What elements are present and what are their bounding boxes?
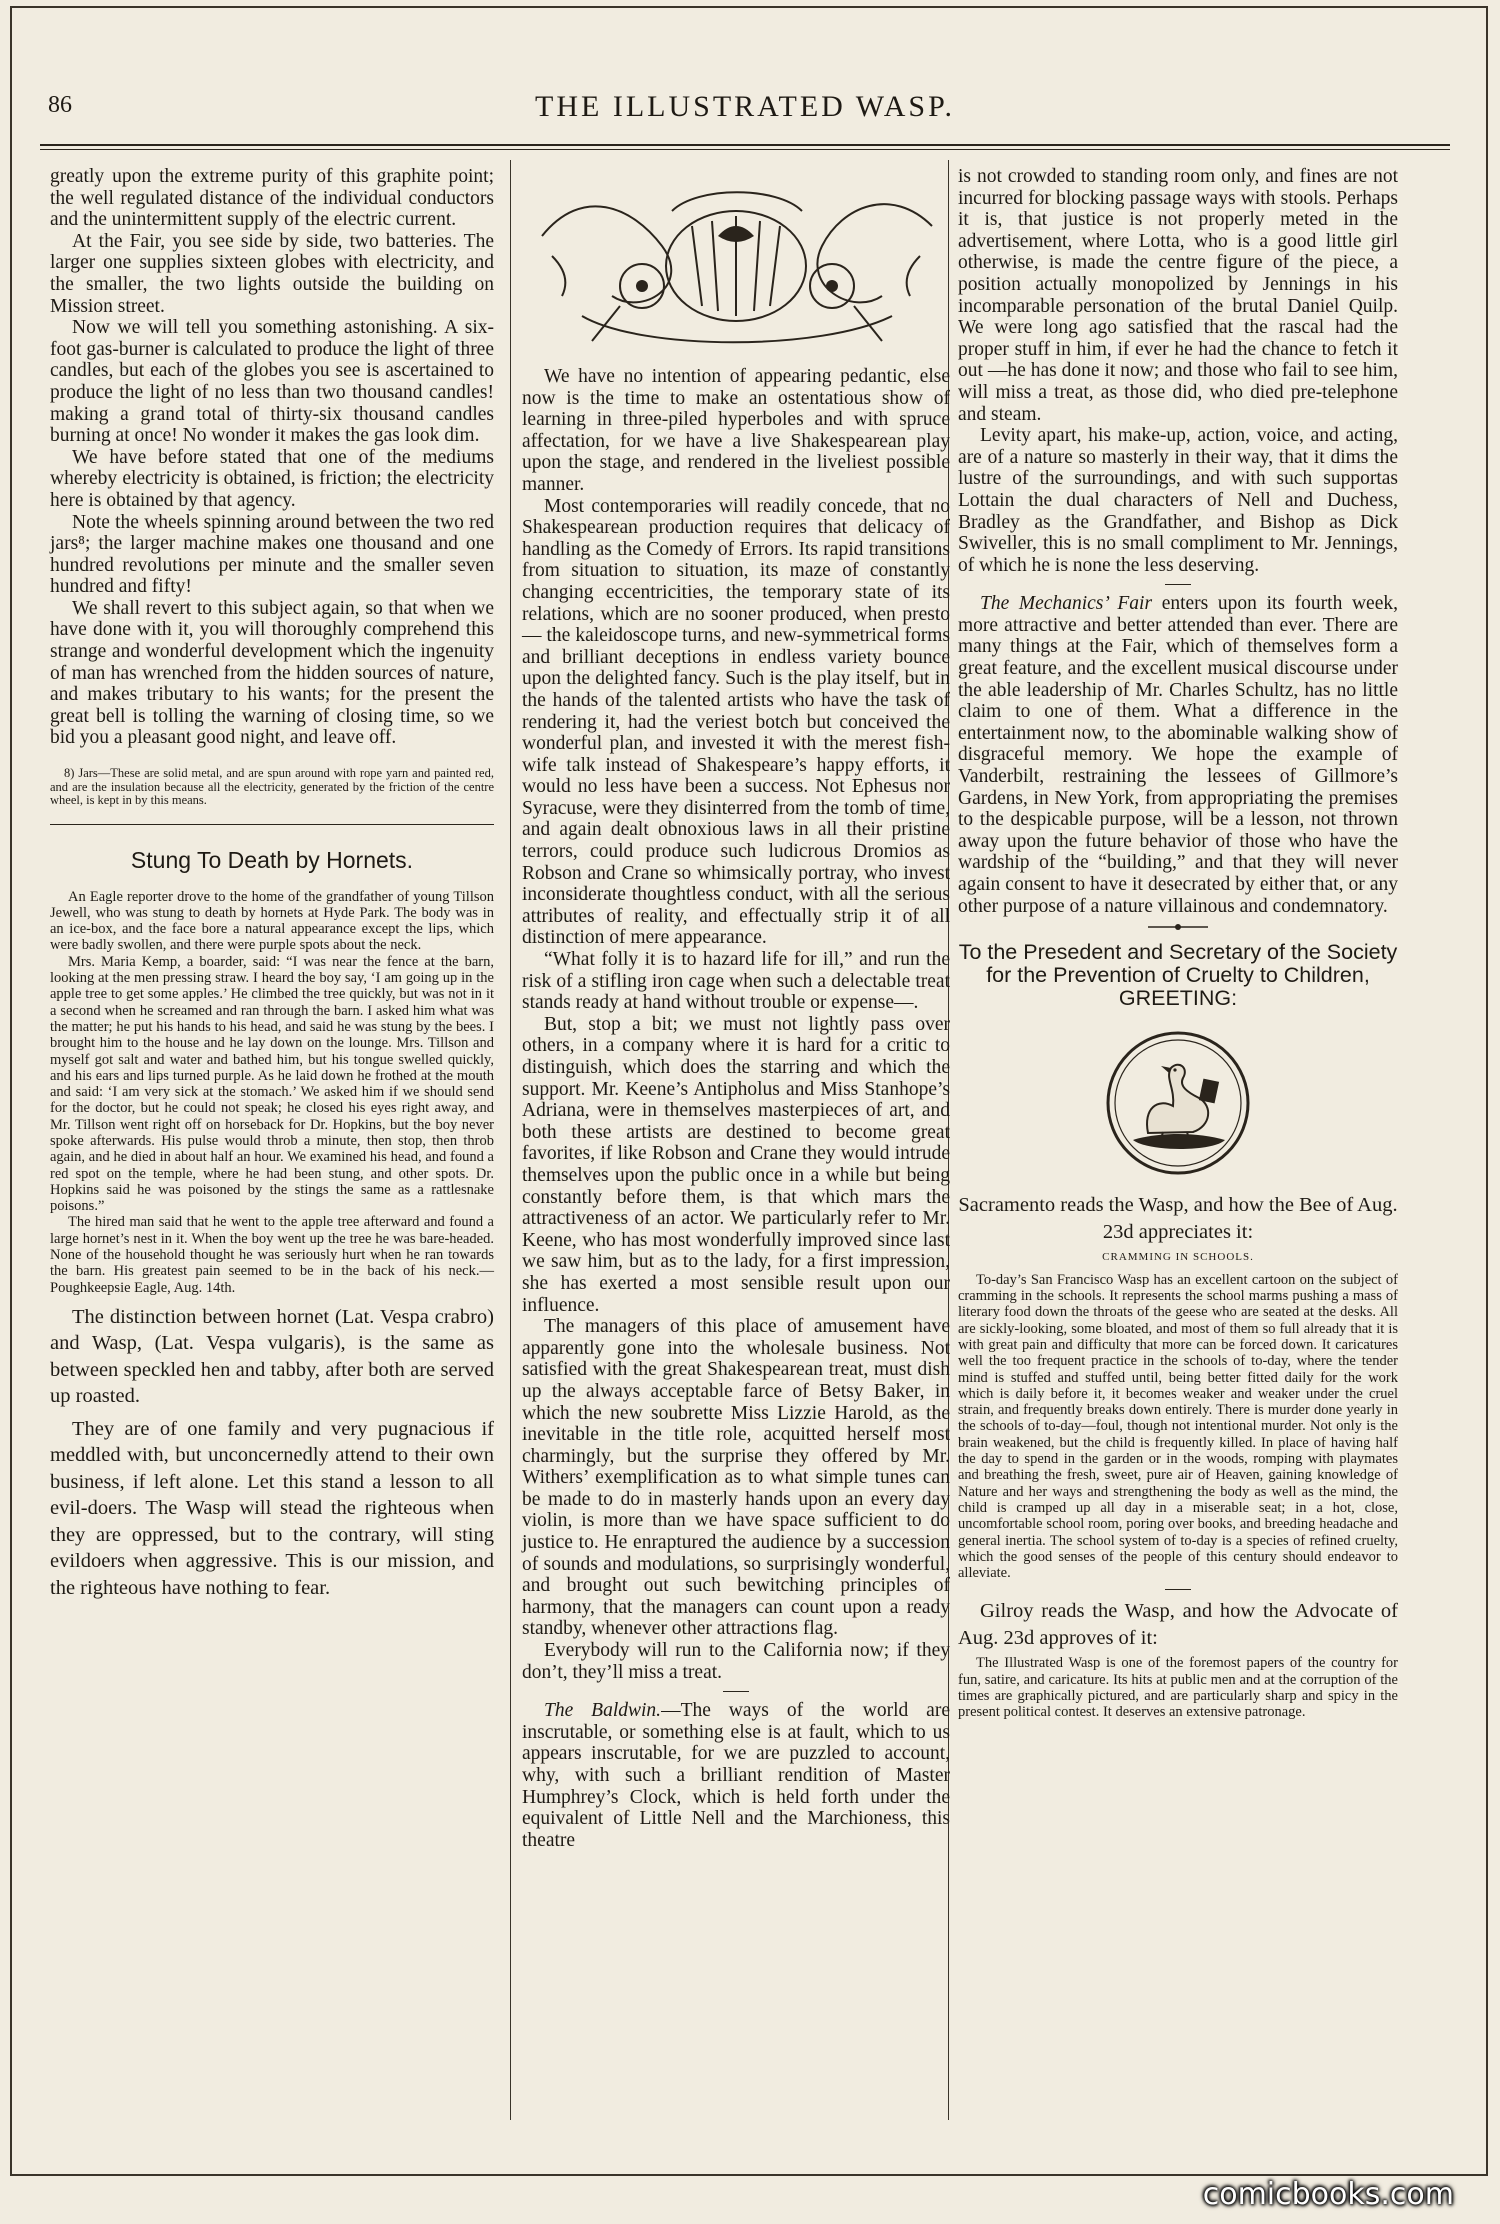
page-number: 86 bbox=[48, 92, 72, 118]
paragraph: Most contemporaries will readily concede, that no Shakespearean production requires that delicacy of handling as the Comedy of Errors. Its rapid transitions from situation to situation, its maze of constantly changing eccentricities, the temporary state of its relations, which are no sooner produced, when presto — the kaleidoscope turns, and new-symmetrical forms and brilliant deceptions in endless variety bounce upon the delighted fancy. Such is the play itself, but in the hands of the talented artists who have the task of rendering it, had the veriest botch but conceived the wonderful plan, and invested it with the merest fish-wife talk instead of Shakespeare’s happy efforts, it would no less have been a success. Not Ephesus nor Syracuse, were they disinterred from the tomb of time, and again dealt obnoxious laws in all their pristine terrors, could produce such ludicrous Dromios as Robson and Crane so whimsically portray, who invest inconsiderate thoughtless conduct, with all the serious attributes of reality, and effectually strip it of all distinction of mere appearance. bbox=[522, 495, 950, 949]
watermark-text: comicbooks.com bbox=[1202, 2177, 1454, 2212]
section-rule bbox=[50, 824, 494, 825]
header-rule-thin bbox=[40, 149, 1450, 150]
paragraph bbox=[958, 593, 1398, 917]
paragraph bbox=[522, 1700, 950, 1851]
paragraph: The Illustrated Wasp is one of the foremost papers of the country for fun, satire, and caricature. Its hits at public men and at the corruption of the times are graphically pictured, and are particularly sharp and spicy in the present political contest. It deserves an extensive patronage. bbox=[958, 1655, 1398, 1721]
paragraph: Note the wheels spinning around between the two red jars⁸; the larger machine makes one thousand and one hundred revolutions per minute and the smaller seven hundred and fifty! bbox=[50, 511, 494, 598]
subheading: CRAMMING IN SCHOOLS. bbox=[1102, 1251, 1254, 1264]
paragraph-text: —The ways of the world are inscrutable, or something else is at fault, which to us appears inscrutable, for we are puzzled to account, why, with such a brilliant rendition of Master Humphrey’s Clock, which is held forth under the equivalent of Little Nell and the Marchioness, this theatre bbox=[522, 1700, 950, 1851]
article-title: Stung To Death by Hornets. bbox=[130, 846, 414, 873]
paragraph: Sacramento reads the Wasp, and how the Bee of Aug. 23d appreciates it: bbox=[958, 1194, 1398, 1243]
divider-dash bbox=[1165, 1589, 1191, 1590]
column-middle bbox=[522, 166, 950, 1851]
page-header bbox=[40, 90, 1450, 130]
column-divider bbox=[510, 160, 511, 2120]
quoted-excerpt bbox=[958, 1655, 1398, 1720]
paragraph: is not crowded to standing room only, and fines are not incurred for blocking passage ways with stools. Perhaps it is, that justice is not properly meted in the advertisement, where Lotta, who is a good little girl otherwise, is made the centre figure of the piece, a position actually monopolized by Jennings in his incomparable personation of the brutal Daniel Quilp. We were long ago satisfied that the rascal had the proper stuff in him, if ever he had the chance to fetch it out —he has done it now; and those who fail to see him, will miss a treat, as those did, who died pre-telephone and steam. bbox=[958, 166, 1398, 425]
divider-dash bbox=[1165, 584, 1191, 585]
paragraph: greatly upon the extreme purity of this graphite point; the well regulated distance of the individual conductors and the unintermittent supply of the electric current. bbox=[50, 166, 494, 231]
quoted-excerpt bbox=[958, 1272, 1398, 1582]
masthead-title: THE ILLUSTRATED WASP. bbox=[535, 90, 955, 123]
paragraph: Gilroy reads the Wasp, and how the Advocate of Aug. 23d approves of it: bbox=[958, 1600, 1398, 1649]
paragraph: We have before stated that one of the mediums whereby electricity is obtained, is friction; the electricity here is obtained by that agency. bbox=[50, 446, 494, 511]
goose-emblem-illustration bbox=[1103, 1028, 1253, 1178]
paragraph: The managers of this place of amusement have apparently gone into the wholesale business. Not satisfied with the great Shakespearean treat, must dish up the always acceptable farce of Betsy Baker, in which the new soubrette Miss Lizzie Harold, as the inevitable in the title role, acquitted herself most charmingly, but the surprise they offered by Mr. Withers’ exemplification as to what simple tunes can be made to do in masterly hands upon an every day violin, is more than we have space sufficient to do justice to. He enraptured the audience by a succession of sounds and modulations, so surprisingly wonderful, and brought out such bewitching principles of harmony, that the managers can count upon a ready standby, whenever other attractions flag. bbox=[522, 1316, 950, 1640]
paragraph: Levity apart, his make-up, action, voice, and acting, are of a nature so masterly in their way, that it dims the lustre of the surroundings, and with such supportas Lottain the dual characters of Nell and Duchess, Bradley as the Grandfather, and Bishop as Dick Swiveller, this is no small compliment to Mr. Jennings, of which he is none the less deserving. bbox=[958, 425, 1398, 576]
paragraph: They are of one family and very pugnacious if meddled with, but unconcernedly attend to their own business, if left alone. Let this stand a lesson to all evil-doers. The Wasp will stead the righteous when they are oppressed, but to the contrary, will sting evildoers when aggressive. This is our mission, and the righteous have nothing to fear. bbox=[50, 1417, 494, 1599]
paragraph: We have no intention of appearing pedantic, else now is the time to make an ostentatious show of learning in three-piled hyperboles and with spruce affectation, for we have a live Shakespearean play upon the stage, and rendered in the liveliest possible manner. bbox=[522, 366, 950, 495]
divider-dash bbox=[723, 1691, 749, 1692]
commentary bbox=[50, 1304, 494, 1602]
paragraph: Mrs. Maria Kemp, a boarder, said: “I was near the fence at the barn, looking at the men pressing straw. I heard the boy say, ‘I am going up in the apple tree to get some apples.’ He climbed the tree quickly, but was not in it a second when he screamed and ran through the barn. I asked him what was the matter; he put his hands to his head, and said he was stung by the bees. I brought him to the house and he lay down on the lounge. Mrs. Tillson and myself got salt and water and bathed him, but his tongue swelled quickly, and his ears and lips turned purple. As he laid down he frothed at the mouth and said: ‘I am very sick at the stomach.’ We asked him if we should send for the doctor, but he could not speak; he closed his eyes right away, and Mr. Tillson went right off on horseback for Dr. Hopkins, but the boy never spoke afterwards. His pulse would throb a minute, then stop, then throb again, and he died in about half an hour. We examined his head, and found a red spot on the temple, where he had been stung, and other spots. Dr. Hopkins said he was poisoned by the stings the same as a rattlesnake poisons.” bbox=[50, 953, 494, 1215]
gilroy-intro bbox=[958, 1598, 1398, 1651]
paragraph: An Eagle reporter drove to the home of the grandfather of young Tillson Jewell, who was stung to death by hornets at Hyde Park. The body was in an ice-box, and the face bore a natural appearance except the lips, which were badly swollen, and there were purple spots about the neck. bbox=[50, 888, 494, 954]
sacramento-intro bbox=[958, 1192, 1398, 1245]
news-excerpt bbox=[50, 889, 494, 1296]
paragraph: But, stop a bit; we must not lightly pass over others, in a company where it is hard for a critic to distinguish, which does the starring and which the support. Mr. Keene’s Antipholus and Miss Stanhope’s Adriana, were in themselves masterpieces of art, and both these artists are destined to become great favorites, if like Robson and Crane they would intrude themselves upon the public once in a while but being constantly before them, is that which mars the attractiveness of an actor. We particularly refer to Mr. Keene, who has most wonderfully improved since last we saw him, but as to the lady, for a first impression, she has exerted a most sensible result upon our influence. bbox=[522, 1013, 950, 1316]
footnote: 8) Jars—These are solid metal, and are spun around with rope yarn and painted red, and are the insulation because all the electricity, generated by the friction of the centre wheel, is kept in by this means. bbox=[50, 766, 494, 808]
paragraph: Now we will tell you something astonishing. A six-foot gas-burner is calculated to produce the light of three candles, but each of the globes you see is ascertained to produce the light of no less than two thousand candles! making a grand total of thirty-six thousand candles burning at once! No wonder it makes the gas look dim. bbox=[50, 317, 494, 447]
paragraph-text: enters upon its fourth week, more attractive and better attended than ever. There are many things at the Fair, which of themselves form a great feature, and the excellent musical discourse under the able leadership of Mr. Charles Schultz, has no little claim to one of them. What a difference in the entertainment now, to the abominable walking show of disgraceful memory. We hope the example of Vanderbilt, restraining the lessees of Gillmore’s Gardens, in New York, from appropriating the premises to the despicable purpose, will be a lesson, not thrown away upon the future behavior of those who have the wardship of the “building,” and that they will never again consent to have it desecrated by either that, or any other purpose of a nature villainous and condemnatory. bbox=[958, 593, 1398, 917]
paragraph: “What folly it is to hazard life for ill,” and run the risk of a stifling iron cage when such a delectable treat stands ready at hand without trouble or expense—. bbox=[522, 949, 950, 1014]
column-left bbox=[50, 166, 494, 1601]
paragraph: The distinction between hornet (Lat. Vespa crabro) and Wasp, (Lat. Vespa vulgaris), is the same as between speckled hen and tabby, after both are served up roasted. bbox=[50, 1305, 494, 1408]
flourish-divider bbox=[1148, 923, 1208, 931]
event-name: The Mechanics’ Fair bbox=[980, 593, 1153, 615]
header-rule bbox=[40, 144, 1450, 146]
paragraph: At the Fair, you see side by side, two batteries. The larger one supplies sixteen globes with electricity, and the smaller, the two lights outside the building on Mission street. bbox=[50, 230, 494, 317]
paragraph: We shall revert to this subject again, so that when we have done with it, you will thoroughly comprehend this strange and wonderful development which the ingenuity of man has wrenched from the hidden sources of nature, and makes tributary to his wants; for the present the great bell is tolling the warning of closing time, so we bid you a pleasant good night, and leave off. bbox=[50, 597, 494, 749]
greeting-heading: To the Presedent and Secretary of the Society for the Prevention of Cruelty to Children, GREETING: bbox=[958, 940, 1398, 1011]
theatre-name: The Baldwin. bbox=[544, 1700, 662, 1722]
paragraph: The hired man said that he went to the apple tree afterward and found a large hornet’s nest in it. When the boy went up the tree he was bare-headed. None of the household thought he was seriously hurt when he ran towards the barn. His greatest pain seemed to be in the back of his neck.—Poughkeepsie Eagle, Aug. 14th. bbox=[50, 1214, 494, 1296]
paragraph: Everybody will run to the California now; if they don’t, they’ll miss a treat. bbox=[522, 1640, 950, 1683]
column-right bbox=[958, 166, 1398, 1721]
paragraph: To-day’s San Francisco Wasp has an excellent cartoon on the subject of cramming in the schools. It represents the school marms pushing a mass of literary food down the throats of the geese who are seated at the desks. All are sickly-looking, some bloated, and most of them so full already that it is with great pain and difficulty that more can be forced down. It caricatures well the too frequent practice in the schools of to-day, where the tender mind is stuffed and stuffed until, being better fitted daily for the work which is daily before it, it becomes weaker and weaker under the cruel strain, and frequently breaks down entirely. There is murder done yearly in the schools of to-day—foul, though not intentional murder. Not only is the brain weakened, but the child is frequently killed. In place of having half the day to spend in the garden or in the woods, romping with playmates and breathing the fresh, sweet, pure air of Heaven, gaining knowledge of Nature and her ways and strengthening the body as well as the mind, the child is cramped up all day in a miserable seat; in a hot, close, uncomfortable school room, poring over books, and breeding headache and general inertia. The school system of to-day is a species of refined cruelty, which the good senses of the people of this century should endeavor to alleviate. bbox=[958, 1271, 1398, 1582]
theatre-ornament-illustration bbox=[522, 166, 950, 356]
